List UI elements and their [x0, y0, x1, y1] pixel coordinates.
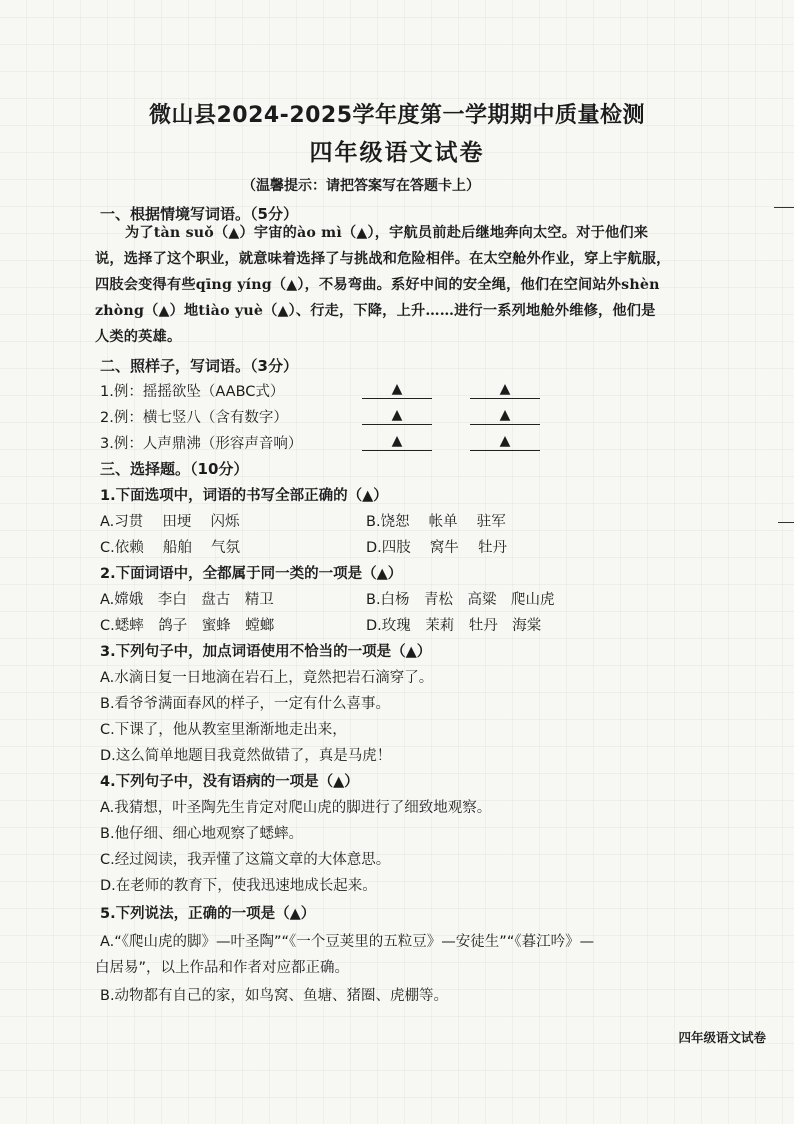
- section-1-passage: [95, 220, 745, 350]
- q4-option-d: D.在老师的教育下，使我迅速地成长起来。: [100, 878, 377, 894]
- right-margin-line: [774, 207, 794, 208]
- answer-blank: ▲: [470, 406, 540, 425]
- q3-option-c: C.下课了，他从教室里渐渐地走出来，: [100, 722, 347, 738]
- section-3-heading: 三、选择题。（10分）: [100, 460, 249, 478]
- q5-option-a-line-2: 白居易”，以上作品和作者对应都正确。: [95, 960, 350, 976]
- q3-option-b: B.看爷爷满面春风的样子，一定有什么喜事。: [100, 696, 391, 712]
- passage-line-4: zhòng（▲）地tiào yuè（▲）、行走，下降，上升……进行一系列地舱外维修，他们是: [95, 303, 656, 319]
- q2-option-c: C.蟋蟀 鸽子 蜜蜂 螳螂: [100, 618, 275, 634]
- answer-blank: ▲: [362, 406, 432, 425]
- section-2-heading: 二、照样子，写词语。（3分）: [100, 357, 298, 375]
- q1-option-a: A.习贯 田埂 闪烁: [100, 514, 240, 530]
- q4-option-a: A.我猜想，叶圣陶先生肯定对爬山虎的脚进行了细致地观察。: [100, 800, 492, 816]
- passage-line-2: 说，选择了这个职业，就意味着选择了与挑战和危险相伴。在太空舱外作业，穿上宇航服，: [95, 251, 671, 267]
- q5-option-b: B.动物都有自己的家，如鸟窝、鱼塘、猪圈、虎棚等。: [100, 988, 449, 1004]
- q4-option-b: B.他仔细、细心地观察了蟋蟀。: [100, 826, 304, 842]
- page-footer: 四年级语文试卷: [678, 1030, 766, 1045]
- question-2: 2.下面词语中，全都属于同一类的一项是（▲）: [100, 566, 403, 582]
- section-2-item-2: 2.例：横七竖八（含有数字）: [100, 410, 288, 426]
- exam-title: 微山县2024-2025学年度第一学期期中质量检测: [148, 103, 646, 128]
- q4-option-c: C.经过阅读，我弄懂了这篇文章的大体意思。: [100, 852, 391, 868]
- q1-option-c: C.依赖 船舶 气氛: [100, 540, 240, 556]
- section-1-heading: 一、根据情境写词语。（5分）: [100, 205, 298, 223]
- q3-option-d: D.这么简单地题目我竟然做错了，真是马虎！: [100, 748, 392, 764]
- question-1: 1.下面选项中，词语的书写全部正确的（▲）: [100, 488, 388, 504]
- q2-option-b: B.白杨 青松 高粱 爬山虎: [366, 592, 555, 608]
- exam-subtitle: 四年级语文试卷: [309, 140, 485, 166]
- q2-option-a: A.嫦娥 李白 盘古 精卫: [100, 592, 274, 608]
- answer-blank: ▲: [470, 432, 540, 451]
- q3-option-a: A.水滴日复一日地滴在岩石上，竟然把岩石滴穿了。: [100, 670, 434, 686]
- section-2-item-1: 1.例：摇摇欲坠（AABC式）: [100, 384, 285, 400]
- question-5: 5.下列说法，正确的一项是（▲）: [100, 906, 316, 922]
- q5-option-a-line-1: A.“《爬山虎的脚》—叶圣陶”“《一个豆荚里的五粒豆》—安徒生”“《暮江吟》—: [100, 934, 595, 950]
- passage-line-5: 人类的英雄。: [95, 329, 182, 345]
- answer-blank: ▲: [470, 380, 540, 399]
- q1-option-b: B.饶恕 帐单 驻军: [366, 514, 506, 530]
- right-margin-line: [778, 522, 794, 523]
- answer-blank: ▲: [362, 380, 432, 399]
- q1-option-d: D.四肢 窝牛 牡丹: [366, 540, 507, 556]
- question-3: 3.下列句子中，加点词语使用不恰当的一项是（▲）: [100, 644, 432, 660]
- passage-line-1: 为了tàn suǒ（▲）宇宙的ào mì（▲），宇航员前赴后继地奔向太空。对于他们来: [125, 225, 649, 241]
- q2-option-d: D.玫瑰 茉莉 牡丹 海棠: [366, 618, 542, 634]
- passage-line-3: 四肢会变得有些qīng yíng（▲），不易弯曲。系好中间的安全绳，他们在空间站外shèn: [95, 277, 660, 293]
- warm-tip: （温馨提示：请把答案写在答题卡上）: [242, 178, 480, 194]
- question-4: 4.下列句子中，没有语病的一项是（▲）: [100, 774, 359, 790]
- section-2-item-3: 3.例：人声鼎沸（形容声音响）: [100, 436, 303, 452]
- answer-blank: ▲: [362, 432, 432, 451]
